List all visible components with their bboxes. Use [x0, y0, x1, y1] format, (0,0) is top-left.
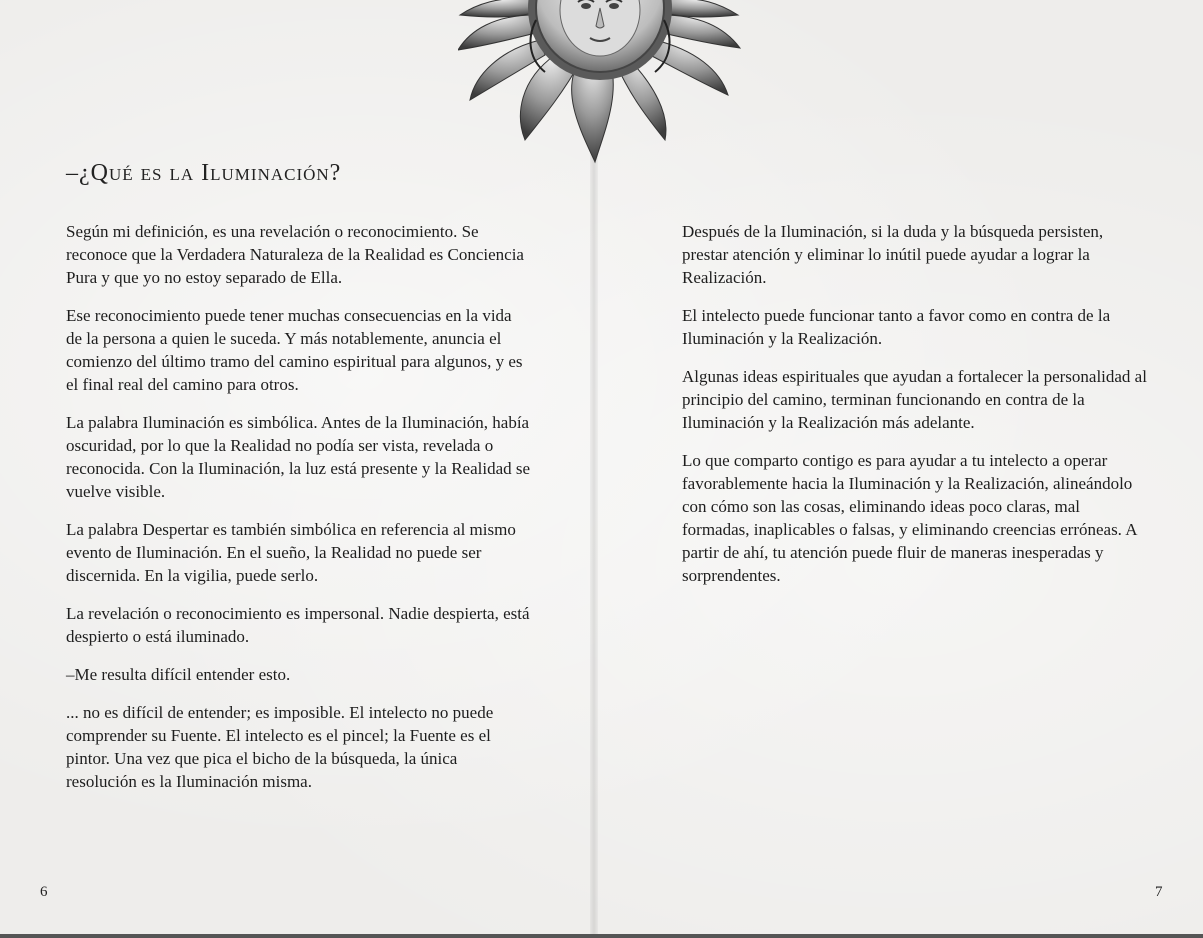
page-bottom-edge: [0, 934, 1203, 938]
paragraph: La revelación o reconocimiento es impersonal. Nadie despierta, está despierto o está iluminado.: [66, 604, 530, 646]
page-number-left: 6: [40, 884, 48, 900]
chapter-title: –¿Qué es la Iluminación?: [66, 160, 342, 186]
page-number-right: 7: [1155, 884, 1163, 900]
paragraph: Ese reconocimiento puede tener muchas consecuencias en la vida de la persona a quien le suceda. Y más notablemente, anuncia el comienzo del último tramo del camino espiritual para algunos, y es el final real del camino para otros.: [66, 306, 523, 394]
paragraph: Después de la Iluminación, si la duda y la búsqueda persisten, prestar atención y eliminar lo inútil puede ayudar a lograr la Realización.: [682, 222, 1104, 287]
paragraph: La palabra Iluminación es simbólica. Antes de la Iluminación, había oscuridad, por lo que la Realidad no podía ser vista, revelada o reconocida. Con la Iluminación, la luz está presente y la Realidad se vuelve visible.: [66, 413, 531, 501]
paragraph: El intelecto puede funcionar tanto a favor como en contra de la Iluminación y la Realización.: [682, 306, 1111, 348]
paragraph: –Me resulta difícil entender esto.: [66, 665, 291, 684]
paragraph: Lo que comparto contigo es para ayudar a tu intelecto a operar favorablemente hacia la Iluminación y la Realización, alineándolo con cómo son las cosas, eliminando ideas poco claras, mal formadas, inaplicables o falsas, y eliminando creencias erróneas. A partir de ahí, tu atención puede fluir de maneras inesperadas y sorprendentes.: [682, 451, 1137, 585]
paragraph: Según mi definición, es una revelación o reconocimiento. Se reconoce que la Verdadera Naturaleza de la Realidad es Conciencia Pura y que yo no estoy separado de Ella.: [66, 222, 524, 287]
sun-face-icon: [458, 0, 743, 165]
paragraph: La palabra Despertar es también simbólica en referencia al mismo evento de Iluminación. En el sueño, la Realidad no puede ser discernida. En la vigilia, puede serlo.: [66, 520, 516, 585]
paragraph: Algunas ideas espirituales que ayudan a fortalecer la personalidad al principio del camino, terminan funcionando en contra de la Iluminación y la Realización más adelante.: [682, 367, 1147, 432]
paragraph: ... no es difícil de entender; es imposible. El intelecto no puede comprender su Fuente. El intelecto es el pincel; la Fuente es el pintor. Una vez que pica el bicho de la búsqueda, la única resolución es la Iluminación misma.: [66, 703, 494, 791]
right-page-text: [682, 220, 1147, 602]
left-page-text: [66, 220, 531, 808]
